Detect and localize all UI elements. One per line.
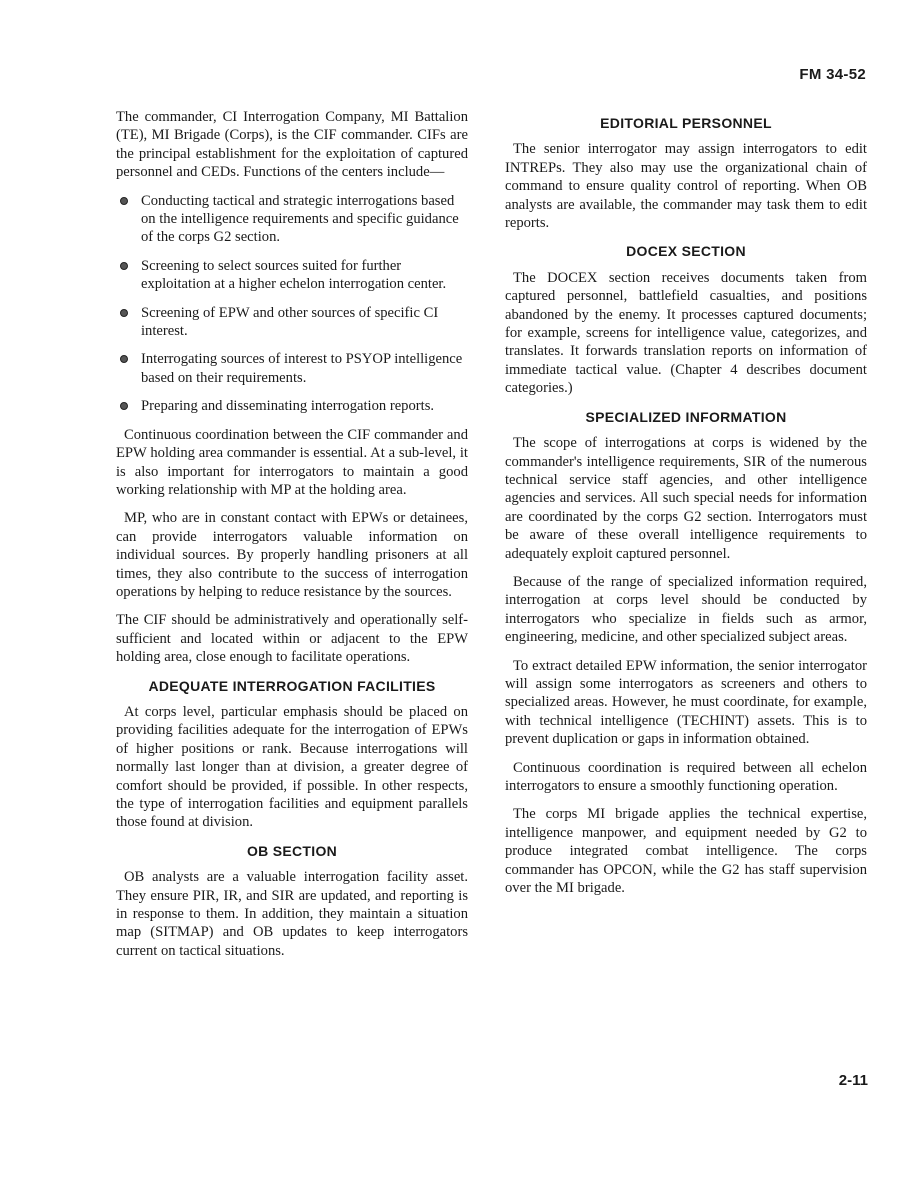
- paragraph-mp: MP, who are in constant contact with EPWs or detainees, can provide interrogators valuable information on individual sources. By properly handling prisoners at all times, they also contribute to the success of interrogation operations by helping to reduce resistance by the sources.: [116, 510, 468, 600]
- right-column: [505, 114, 867, 907]
- paragraph-facilities: At corps level, particular emphasis should be placed on providing facilities adequate for the interrogation of EPWs of higher positions or rank. Because interrogations will normally last longer than at division, a greater degree of comfort should be provided, if possible. In other respects, the type of interrogation facilities and equipment parallels those found at division.: [116, 703, 468, 831]
- left-column: [116, 108, 468, 970]
- list-item: Screening to select sources suited for further exploitation at a higher echelon interrogation center.: [116, 257, 468, 294]
- bullet-icon: [120, 402, 128, 410]
- functions-list: [116, 192, 468, 416]
- paragraph-range: Because of the range of specialized information required, interrogation at corps level should be conducted by interrogators who specialize in fields such as armor, engineering, medicine, and other specialized subject areas.: [505, 573, 867, 646]
- paragraph-cif-location: The CIF should be administratively and operationally self-sufficient and located within or adjacent to the EPW holding area, close enough to facilitate operations.: [116, 612, 468, 666]
- bullet-icon: [120, 309, 128, 317]
- heading-editorial-personnel: EDITORIAL PERSONNEL: [600, 115, 772, 131]
- bullet-icon: [120, 262, 128, 270]
- heading-adequate-facilities: ADEQUATE INTERROGATION FACILITIES: [148, 677, 436, 694]
- list-item: Preparing and disseminating interrogation reports.: [116, 397, 468, 415]
- paragraph-cif-commander: The commander, CI Interrogation Company, MI Battalion (TE), MI Brigade (Corps), is the CIF commander. CIFs are the principal establishment for the exploitation of captured personnel and CEDs. Functions of the centers include—: [116, 109, 468, 181]
- heading-specialized-information: SPECIALIZED INFORMATION: [585, 408, 787, 425]
- list-item: Interrogating sources of interest to PSYOP intelligence based on their requirements.: [116, 350, 468, 387]
- paragraph-ob: OB analysts are a valuable interrogation facility asset. They ensure PIR, IR, and SIR are updated, and reporting is in response to them. In addition, they maintain a situation map (SITMAP) and OB updates to keep interrogators current on tactical situations.: [116, 869, 468, 959]
- bullet-icon: [120, 355, 128, 363]
- paragraph-scope: The scope of interrogations at corps is widened by the commander's intelligence requirements, SIR of the numerous technical service staff agencies, and other intelligence agencies and services. All such special needs for information are coordinated by the corps G2 section. Interrogators must be aware of these overall intelligence requirements to adequately exploit captured personnel.: [505, 435, 867, 562]
- paragraph-coordination: Continuous coordination between the CIF commander and EPW holding area commander is essential. At a sub-level, it is also important for interrogators to maintain a good working relationship with MP at the holding area.: [116, 426, 468, 498]
- paragraph-mi-brigade: The corps MI brigade applies the technical expertise, intelligence manpower, and equipment needed by G2 to produce integrated combat intelligence. The corps commander has OPCON, while the G2 has staff supervision over the MI brigade.: [505, 806, 867, 897]
- paragraph-docex: The DOCEX section receives documents taken from captured personnel, battlefield casualties, and positions abandoned by the enemy. It processes captured documents; for example, screens for intelligence value, categorizes, and translates. It forwards translation reports on information of immediate tactical value. (Chapter 4 describes document categories.): [505, 269, 867, 397]
- list-item: Conducting tactical and strategic interrogations based on the intelligence requirements and specific guidance of the corps G2 section.: [116, 192, 468, 247]
- paragraph-continuous: Continuous coordination is required between all echelon interrogators to ensure a smoothly functioning operation.: [505, 759, 867, 794]
- paragraph-editorial: The senior interrogator may assign interrogators to edit INTREPs. They also may use the organizational chain of command to ensure quality control of reporting. When OB analysts are available, the commander may task them to edit reports.: [505, 141, 867, 232]
- paragraph-extract: To extract detailed EPW information, the senior interrogator will assign some interrogators as screeners and others to specialized areas. However, he must coordinate, for example, with technical intelligence (TECHINT) assets. This is to prevent duplication or gaps in information obtained.: [505, 657, 867, 748]
- page-number: 2-11: [838, 1072, 868, 1089]
- heading-ob-section: OB SECTION: [246, 842, 338, 859]
- heading-docex-section: DOCEX SECTION: [626, 243, 746, 260]
- bullet-icon: [120, 197, 128, 205]
- list-item: Screening of EPW and other sources of specific CI interest.: [116, 304, 468, 341]
- document-reference: FM 34-52: [799, 66, 866, 83]
